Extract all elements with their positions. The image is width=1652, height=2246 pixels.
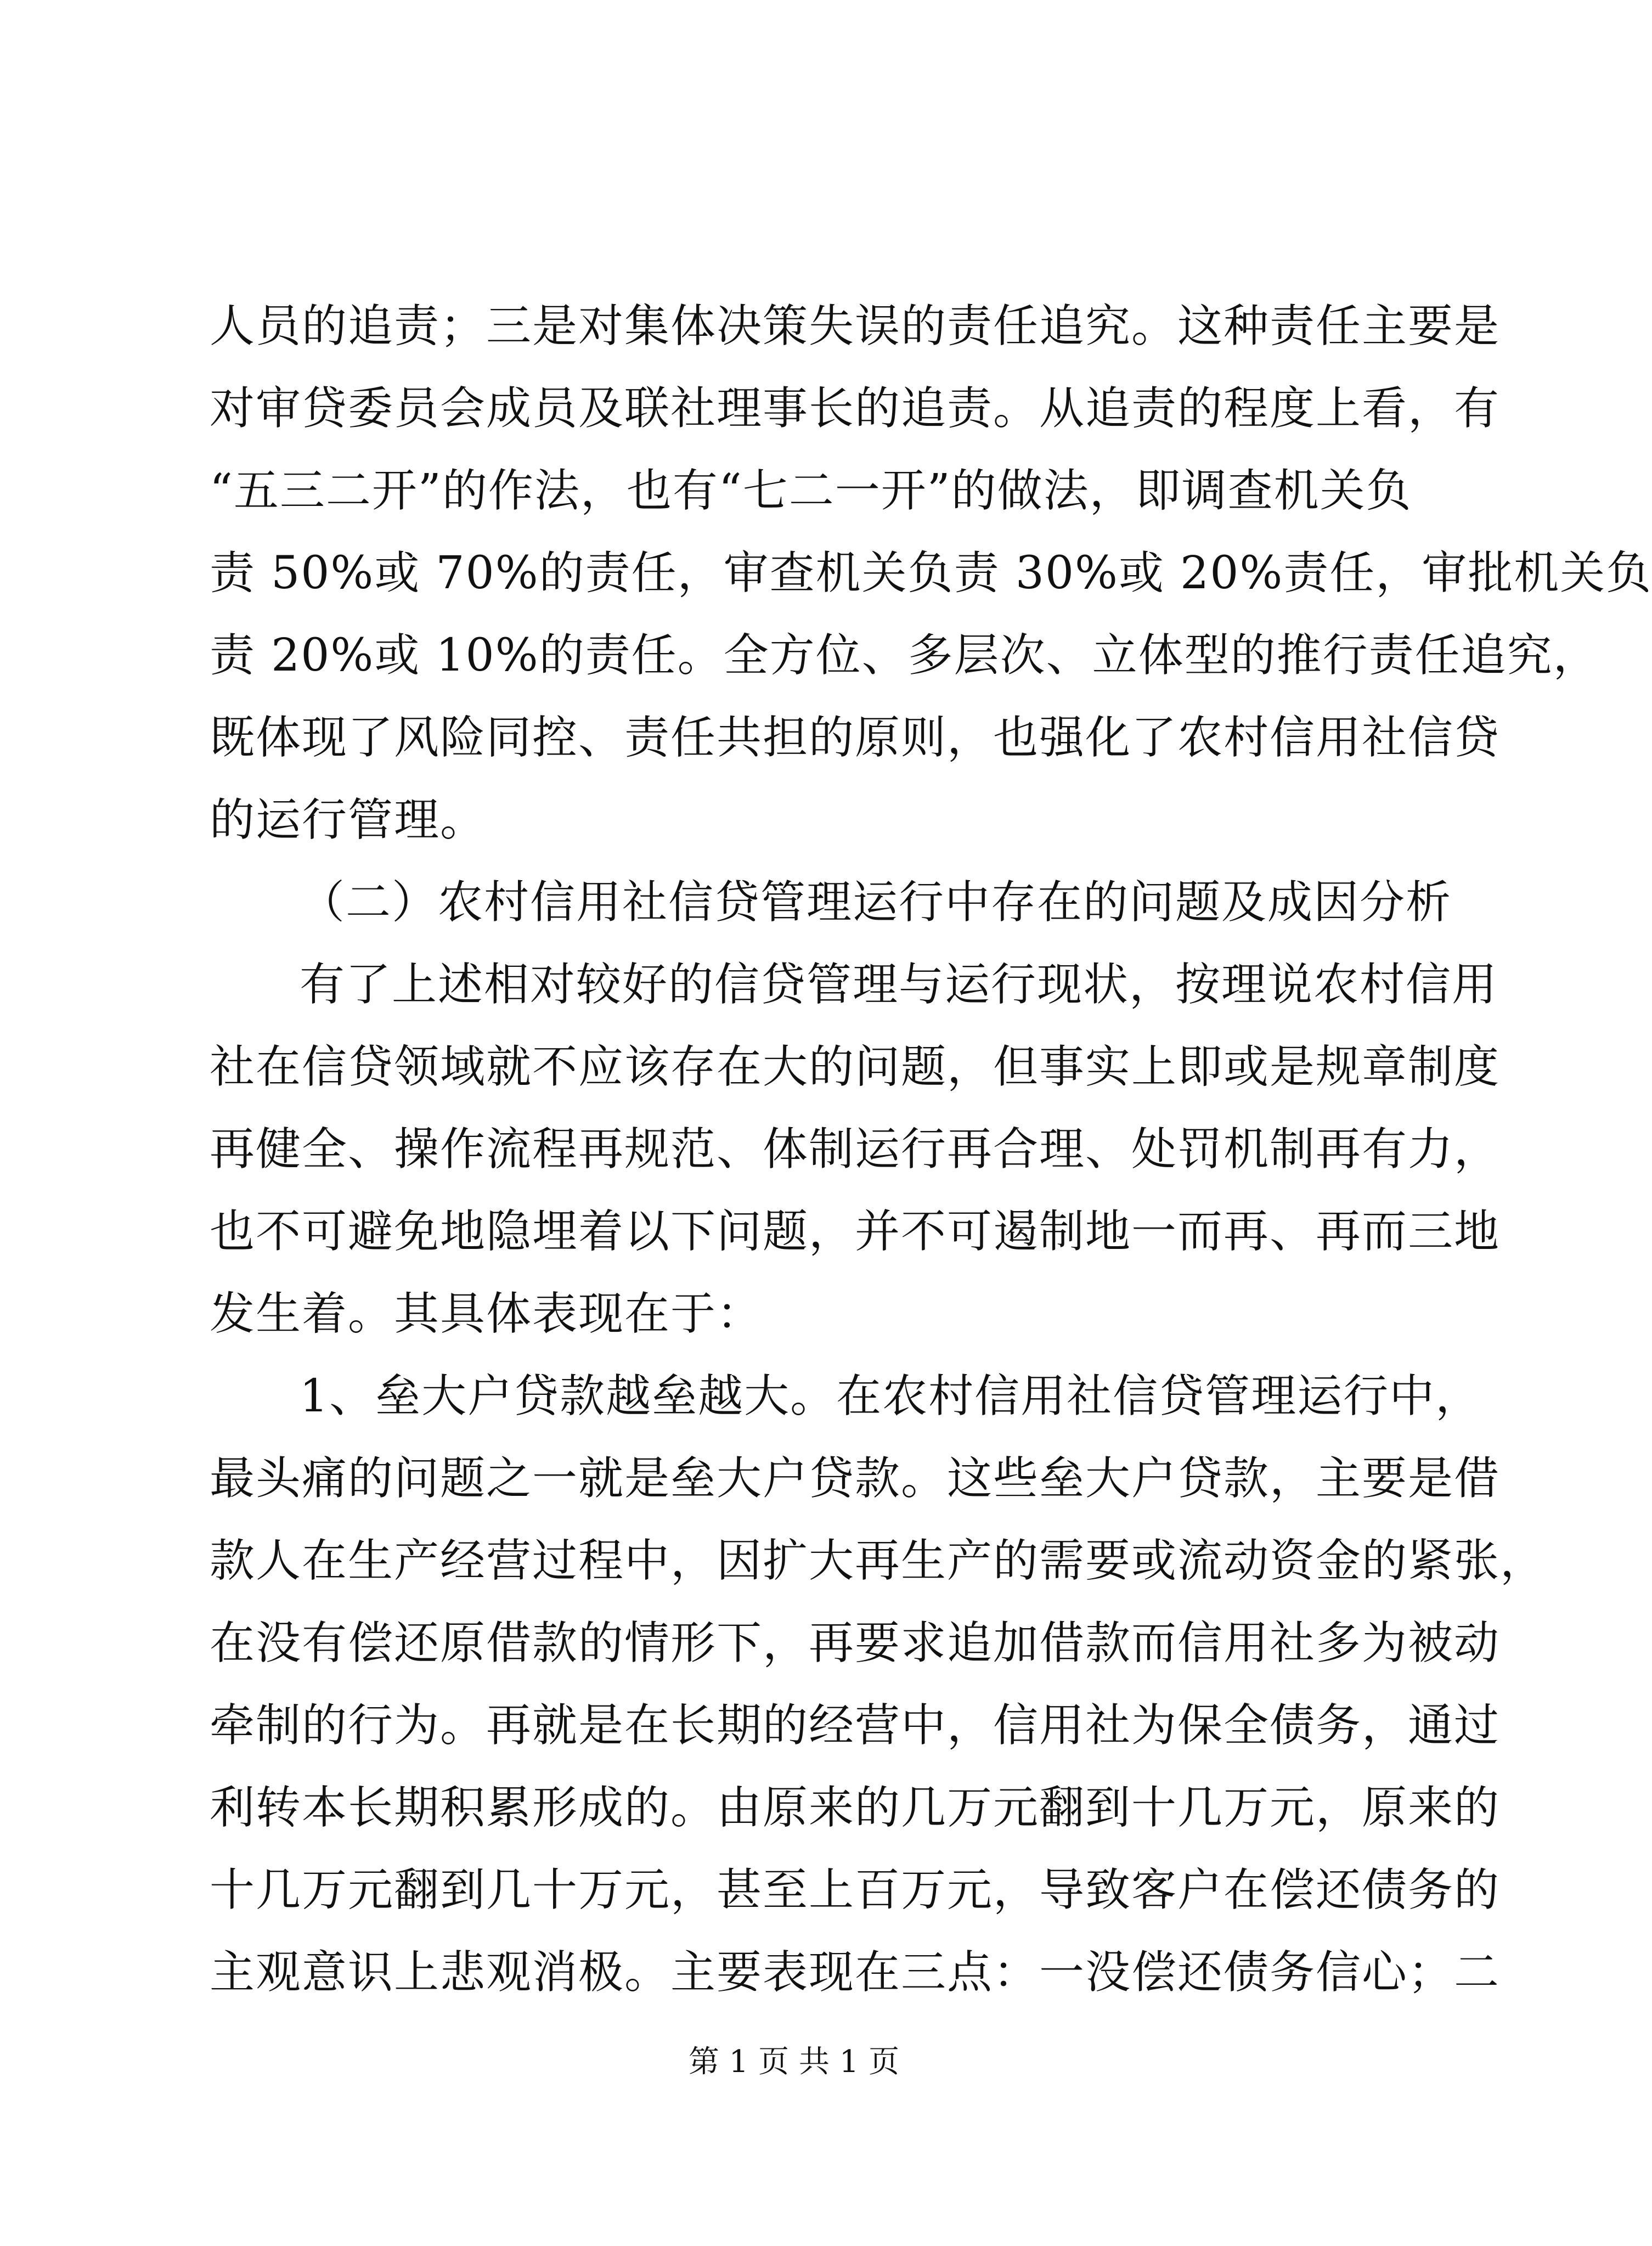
text-line: 有了上述相对较好的信贷管理与运行现状，按理说农村信用 [300,959,1498,1011]
text-line: “五三二开”的作法，也有“七二一开”的做法，即调查机关负 [210,465,1412,517]
page-number-footer: 第 1 页 共 1 页 [688,2044,900,2080]
text-line: 在没有偿还原借款的情形下，再要求追加借款而信用社多为被动 [210,1617,1501,1669]
text-line: 利转本长期积累形成的。由原来的几万元翻到十几万元，原来的 [210,1782,1501,1834]
text-line: 1、垒大户贷款越垒越大。在农村信用社信贷管理运行中， [300,1370,1482,1422]
text-line: 发生着。其具体表现在于： [210,1288,763,1340]
text-line: 对审贷委员会成员及联社理事长的追责。从追责的程度上看，有 [210,382,1501,435]
section-heading: （二）农村信用社信贷管理运行中存在的问题及成因分析 [300,876,1452,928]
text-line: 责 50%或 70%的责任，审查机关负责 30%或 20%责任，审批机关负 [210,547,1652,599]
text-line: 款人在生产经营过程中，因扩大再生产的需要或流动资金的紧张， [210,1535,1547,1587]
text-line: 也不可避免地隐埋着以下问题，并不可遏制地一而再、再而三地 [210,1206,1501,1258]
text-line: 的运行管理。 [210,794,487,846]
text-line: 责 20%或 10%的责任。全方位、多层次、立体型的推行责任追究， [210,629,1599,682]
text-line: 十几万元翻到几十万元，甚至上百万元，导致客户在偿还债务的 [210,1864,1501,1916]
text-line: 牵制的行为。再就是在长期的经营中，信用社为保全债务，通过 [210,1699,1501,1752]
text-line: 再健全、操作流程再规范、体制运行再合理、处罚机制再有力， [210,1123,1501,1175]
text-line: 最头痛的问题之一就是垒大户贷款。这些垒大户贷款，主要是借 [210,1453,1501,1505]
document-body [210,285,1652,2014]
text-line: 人员的追责；三是对集体决策失误的责任追究。这种责任主要是 [210,300,1501,352]
text-line: 社在信贷领域就不应该存在大的问题，但事实上即或是规章制度 [210,1041,1501,1093]
text-line: 主观意识上悲观消极。主要表现在三点：一没偿还债务信心；二 [210,1946,1501,1999]
text-line: 既体现了风险同控、责任共担的原则，也强化了农村信用社信贷 [210,712,1501,764]
